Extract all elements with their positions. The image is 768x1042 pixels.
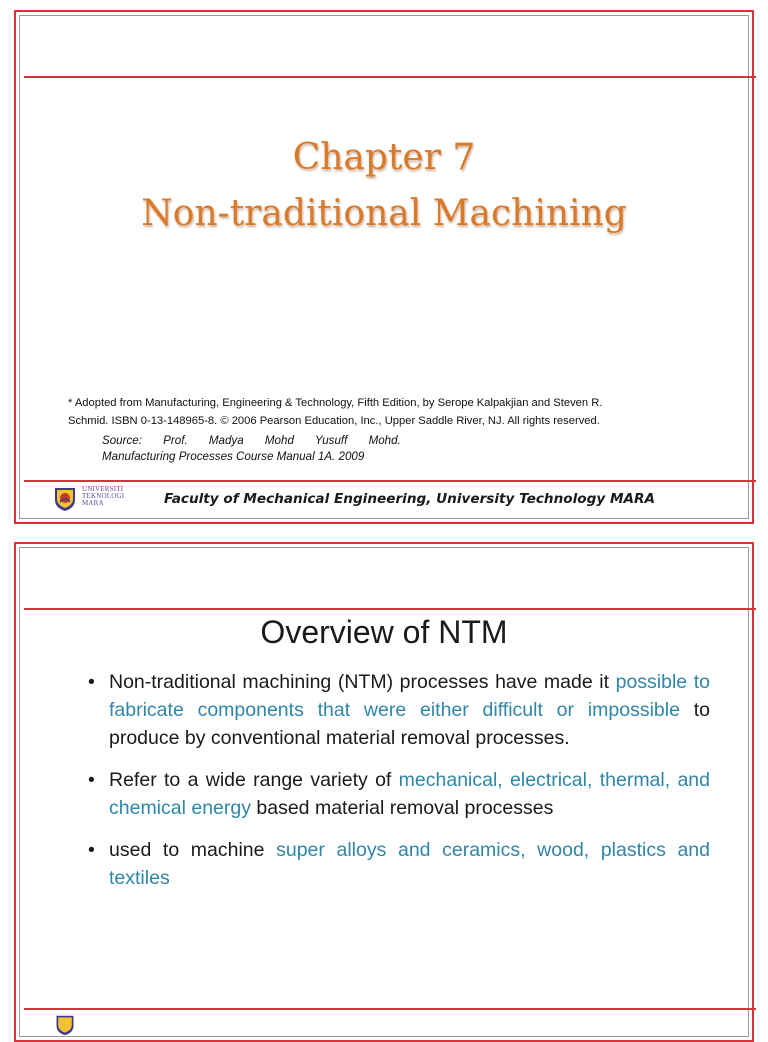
bullet-list	[88, 668, 710, 906]
bullet-highlight: mechanical, electrical, thermal, and chemical energy	[109, 769, 711, 819]
logo-line-1: UNIVERSITI	[82, 485, 124, 493]
header-rule	[24, 608, 756, 610]
bullet-item	[88, 836, 710, 892]
bullet-dot: •	[88, 839, 95, 861]
logo-line-2: TEKNOLOGI	[82, 492, 125, 500]
slide-overview	[14, 542, 754, 1042]
adopted-line-1: * Adopted from Manufacturing, Engineering & Technology, Fifth Edition, by Serope Kalpakjian and Steven R.	[68, 397, 603, 409]
slide-footer	[52, 1014, 162, 1036]
chapter-title: Chapter 7	[292, 137, 476, 178]
slide-footer	[52, 484, 742, 516]
source-line-2: Manufacturing Processes Course Manual 1A. 2009	[102, 450, 365, 463]
header-rule	[24, 76, 756, 78]
bullet-text: based material removal processes	[250, 797, 554, 819]
bullet-text: Refer to a wide range variety of	[109, 769, 399, 791]
overview-title: Overview of NTM	[260, 614, 508, 650]
bullet-highlight: super alloys and ceramics, wood, plastics and textiles	[109, 839, 710, 889]
logo-line-3: MARA	[82, 499, 104, 507]
bullet-item	[88, 668, 710, 752]
source-note	[102, 433, 401, 465]
adopted-line-2: Schmid. ISBN 0-13-148965-8. © 2006 Pearson Education, Inc., Upper Saddle River, NJ. All rights reserved.	[68, 415, 600, 427]
uitm-logo	[52, 486, 152, 512]
slide-title-text	[16, 130, 752, 242]
bullet-dot: •	[88, 671, 95, 693]
bullet-dot: •	[88, 769, 95, 791]
source-line-1: Source: Prof. Madya Mohd Yusuff Mohd.	[102, 434, 401, 447]
bullet-text: to produce by conventional material removal processes.	[109, 699, 710, 749]
slide-title	[14, 10, 754, 524]
uitm-crest-icon	[52, 1014, 78, 1036]
bullet-text: used to machine	[109, 839, 277, 861]
footer-rule	[24, 480, 756, 482]
adopted-note	[68, 394, 708, 430]
bullet-item	[88, 766, 710, 822]
chapter-subtitle: Non-traditional Machining	[141, 193, 627, 234]
bullet-highlight: possible to fabricate components that were either difficult or impossible	[109, 671, 710, 721]
footer-rule	[24, 1008, 756, 1010]
uitm-crest-icon	[52, 486, 78, 512]
bullet-text: Non-traditional machining (NTM) processes have made it	[109, 671, 616, 693]
uitm-logo-text	[82, 486, 124, 507]
faculty-footer-text: Faculty of Mechanical Engineering, University Technology MARA	[164, 491, 655, 507]
